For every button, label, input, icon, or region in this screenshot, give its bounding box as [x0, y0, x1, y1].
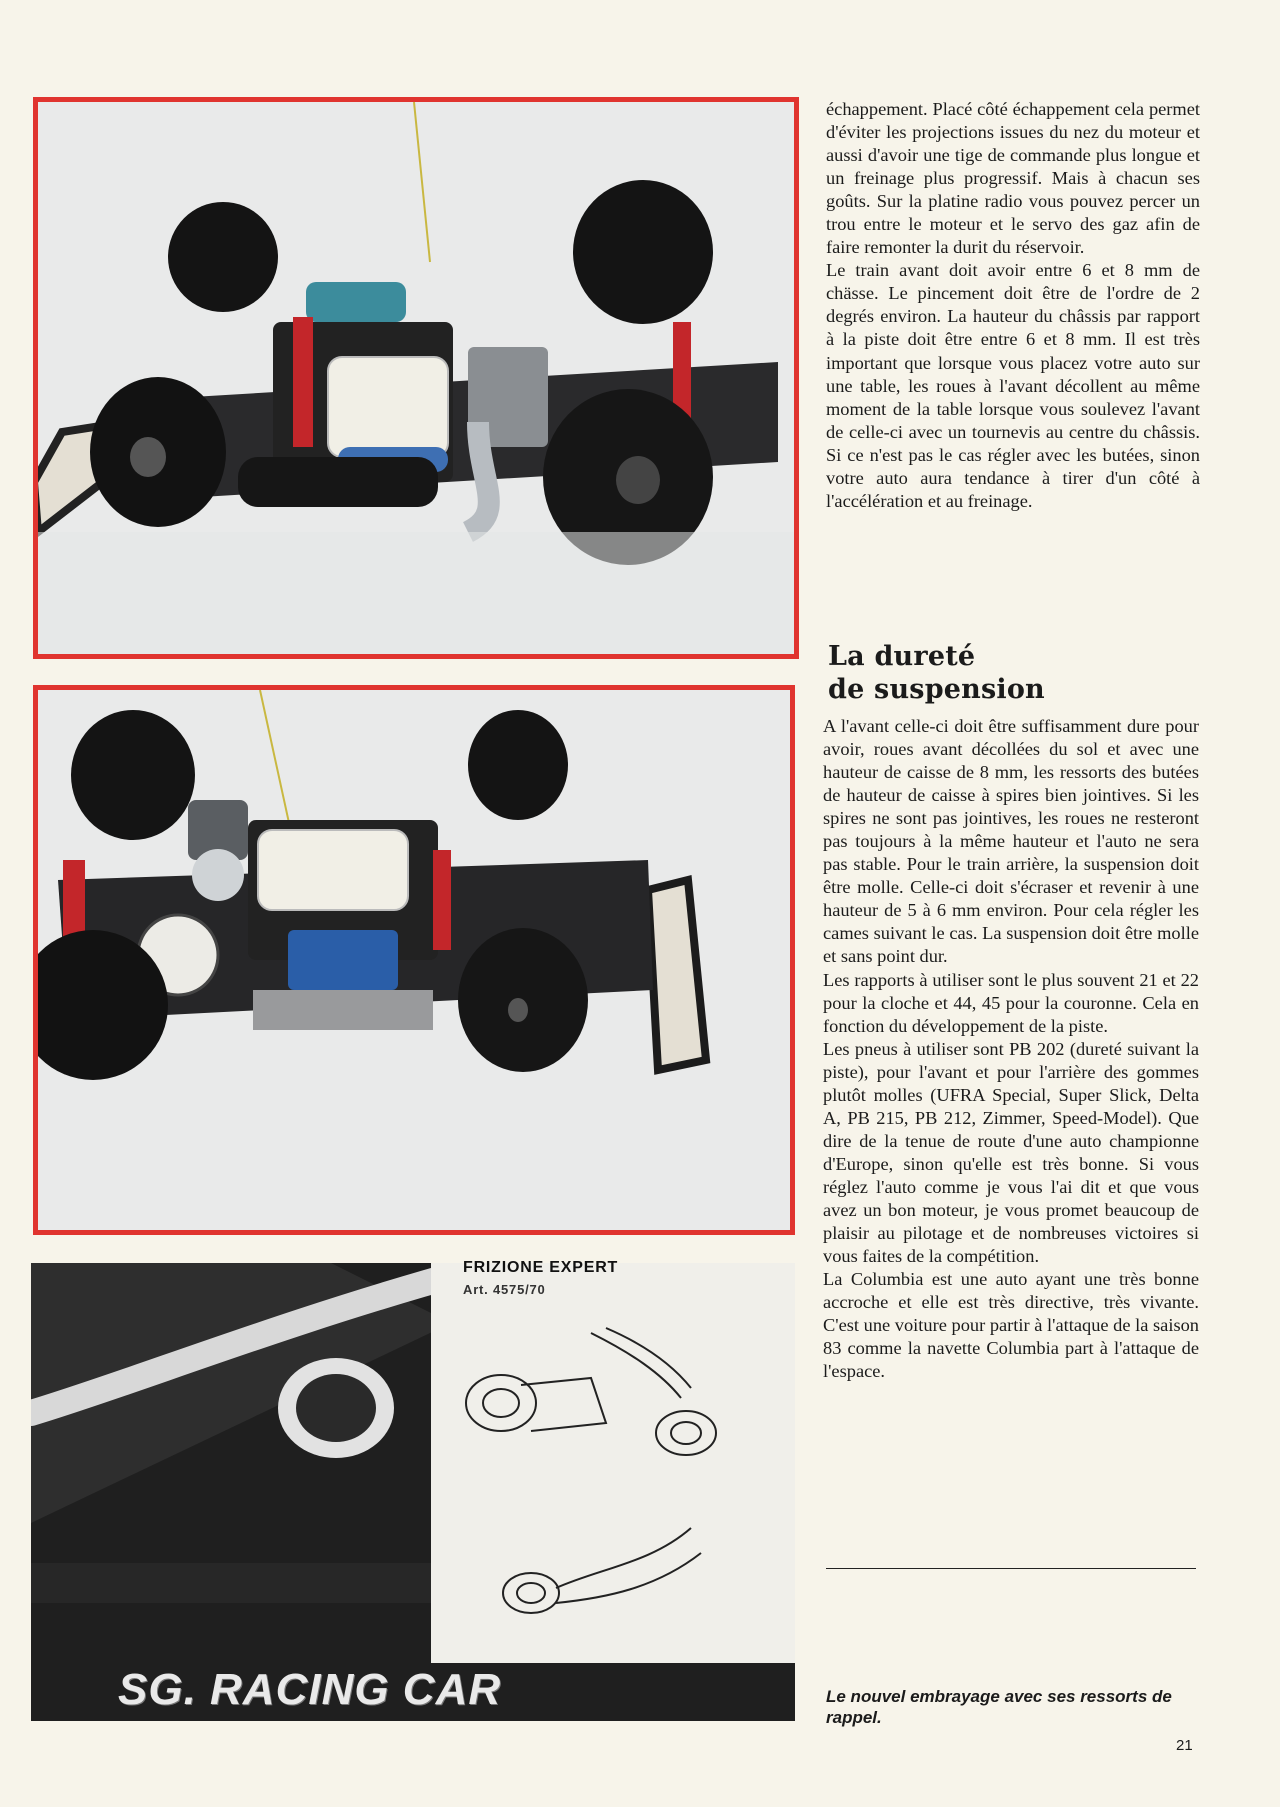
section-heading: [828, 640, 1198, 706]
paragraph-columbia: La Columbia est une auto ayant une très bonne accroche et elle est très directive, très vivante. C'est une voiture pour partir à l'attaque de la saison 83 comme la navette Columbia part à l'attaque de l'espace.: [823, 1269, 1199, 1382]
clutch-article-code: Art. 4575/70: [463, 1282, 546, 1297]
page-number: 21: [1176, 1737, 1193, 1754]
car-chassis-photo-middle: [33, 685, 795, 1235]
photo-caption: Le nouvel embrayage avec ses ressorts de rappel.: [826, 1687, 1172, 1727]
section-heading-line2: de suspension: [828, 674, 1045, 705]
article-column-bottom: [823, 715, 1199, 1383]
end-rule: [826, 1568, 1196, 1569]
paragraph-gear-ratios: Les rapports à utiliser sont le plus souvent 21 et 22 pour la cloche et 44, 45 pour la couronne. Cela en fonction du développement de la piste.: [823, 969, 1199, 1036]
paragraph-exhaust: échappement. Placé côté échappement cela permet d'éviter les projections issues du nez du moteur et aussi d'avoir une tige de commande plus longue et un freinage plus progressif. Mais à chacun ses goûts. Sur la platine radio vous pouvez percer un trou entre le moteur et le servo des gaz afin de faire remonter la durit du réservoir.: [826, 99, 1200, 258]
car-chassis-photo-top: [33, 97, 799, 659]
section-heading-line1: La dureté: [828, 641, 976, 672]
article-column-top: [826, 98, 1200, 513]
clutch-product-title: FRIZIONE EXPERT: [463, 1259, 619, 1276]
racing-car-logo: SG. RACING CAR: [118, 1665, 502, 1714]
clutch-photo: [31, 1263, 795, 1721]
paragraph-tyres: Les pneus à utiliser sont PB 202 (dureté suivant la piste), pour l'avant et pour l'arrière des gommes plutôt molles (UFRA Special, Super Slick, Delta A, PB 215, PB 212, Zimmer, Speed-Model). Que dire de la tenue de route d'une auto championne d'Europe, sinon qu'elle est très bonne. Si vous réglez l'auto comme je vous l'ai dit et que vous avez un bon moteur, je vous promet beaucoup de plaisir au pilotage et de nombreuses victoires si vous faites de la compétition.: [823, 1038, 1199, 1267]
paragraph-suspension: A l'avant celle-ci doit être suffisamment dure pour avoir, roues avant décollées du sol et avec une hauteur de caisse de 8 mm, les ressorts des butées de hauteur de caisse à spires bien jointives. Si les spires ne sont pas jointives, les roues ne resteront pas toujours à la même hauteur et l'auto ne sera pas stable. Pour le train arrière, la suspension doit être molle. Celle-ci doit s'écraser et revenir à une hauteur de 5 à 6 mm environ. Pour cela régler les cames suivant le cas. La suspension doit être molle et sans point dur.: [823, 716, 1199, 967]
paragraph-front-train: Le train avant doit avoir entre 6 et 8 mm de chässe. Le pincement doit être de l'ordre de 2 degrés environ. La hauteur du châssis par rapport à la piste doit être entre 6 et 8 mm. Il est très important que lorsque vous placez votre auto sur une table, les roues à l'avant décollent au même moment de la table lorsque vous soulevez l'avant de celle-ci avec un tournevis au centre du châssis. Si ce n'est pas le cas régler avec les butées, sinon votre auto aura tendance à tirer d'un côté à l'accélération et au freinage.: [826, 260, 1200, 511]
